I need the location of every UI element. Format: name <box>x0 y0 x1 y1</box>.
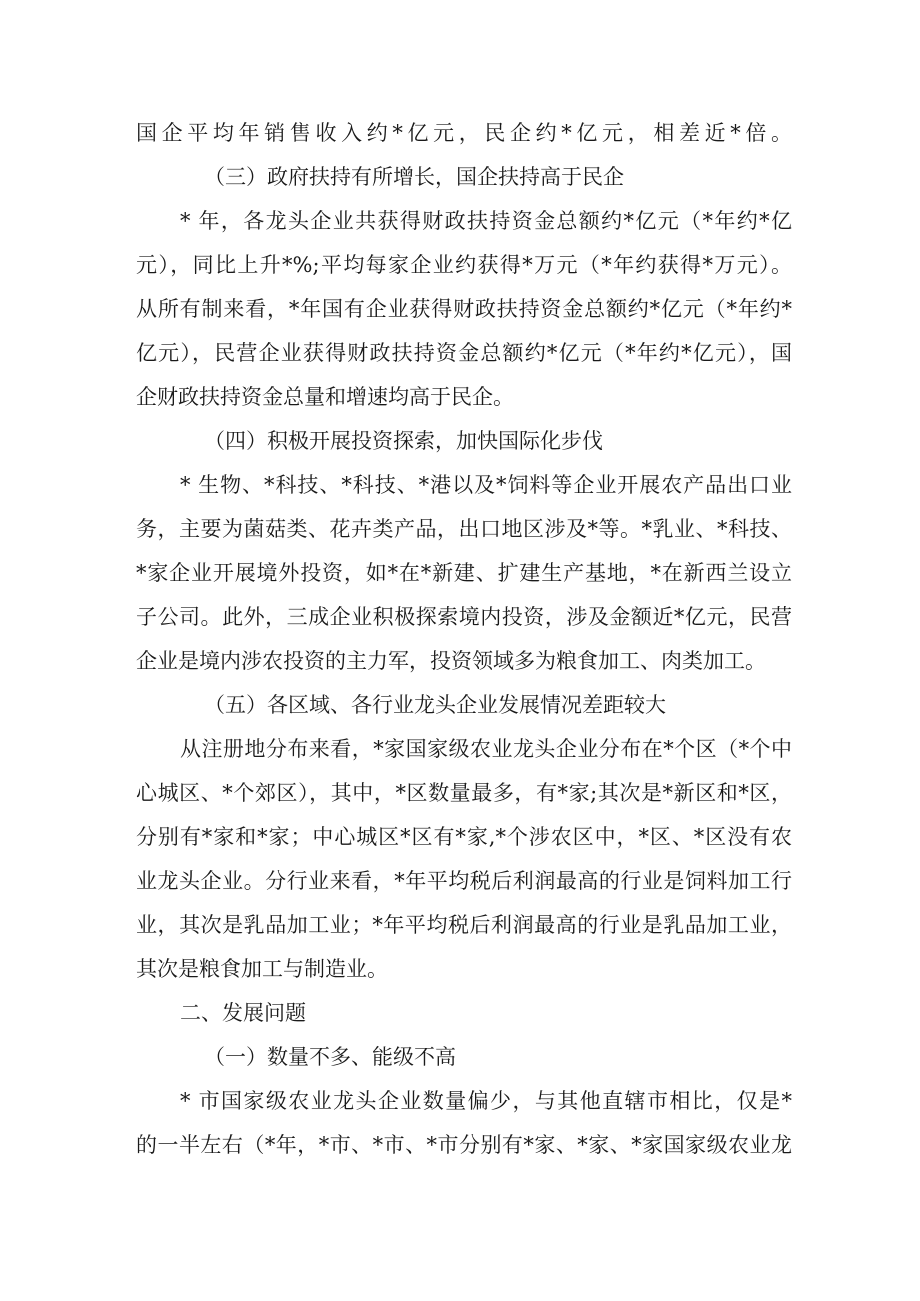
body-line: * 生物、*科技、*科技、*港以及*饲料等企业开展农产品出口业 <box>180 473 792 497</box>
section-heading-5: （五）各区域、各行业龙头企业发展情况差距较大 <box>204 693 666 717</box>
body-line: 的一半左右（*年，*市、*市、*市分别有*家、*家、*家国家级农业龙 <box>136 1133 792 1157</box>
body-line: 亿元），民营企业获得财政扶持资金总额约*亿元（*年约*亿元），国 <box>136 341 792 365</box>
body-line: 业，其次是乳品加工业；*年平均税后利润最高的行业是乳品加工业， <box>136 913 792 937</box>
body-line: * 年，各龙头企业共获得财政扶持资金总额约*亿元（*年约*亿 <box>180 209 792 233</box>
body-line: 子公司。此外，三成企业积极探索境内投资，涉及金额近*亿元，民营 <box>136 605 792 629</box>
chapter-heading: 二、发展问题 <box>180 1001 306 1025</box>
section-heading-1: （一）数量不多、能级不高 <box>204 1045 456 1069</box>
body-line: 国企平均年销售收入约*亿元，民企约*亿元，相差近*倍。 <box>136 121 792 145</box>
body-line: 从注册地分布来看，*家国家级农业龙头企业分布在*个区（*个中 <box>180 737 792 761</box>
body-line: 元），同比上升*%;平均每家企业约获得*万元（*年约获得*万元）。 <box>136 253 792 277</box>
section-heading-4: （四）积极开展投资探索，加快国际化步伐 <box>204 429 603 453</box>
section-heading-3: （三）政府扶持有所增长，国企扶持高于民企 <box>204 165 624 189</box>
body-line: 其次是粮食加工与制造业。 <box>136 957 388 981</box>
body-line: 从所有制来看，*年国有企业获得财政扶持资金总额约*亿元（*年约* <box>136 297 792 321</box>
body-line: * 市国家级农业龙头企业数量偏少，与其他直辖市相比，仅是* <box>180 1089 792 1113</box>
body-line: 企业是境内涉农投资的主力军，投资领域多为粮食加工、肉类加工。 <box>136 649 766 673</box>
body-line: *家企业开展境外投资，如*在*新建、扩建生产基地，*在新西兰设立 <box>136 561 792 585</box>
body-line: 务，主要为菌菇类、花卉类产品，出口地区涉及*等。*乳业、*科技、 <box>136 517 792 541</box>
body-line: 业龙头企业。分行业来看，*年平均税后利润最高的行业是饲料加工行 <box>136 869 792 893</box>
body-line: 分别有*家和*家；中心城区*区有*家,*个涉农区中，*区、*区没有农 <box>136 825 792 849</box>
body-line: 心城区、*个郊区），其中，*区数量最多，有*家;其次是*新区和*区， <box>136 781 792 805</box>
body-line: 企财政扶持资金总量和增速均高于民企。 <box>136 385 514 409</box>
